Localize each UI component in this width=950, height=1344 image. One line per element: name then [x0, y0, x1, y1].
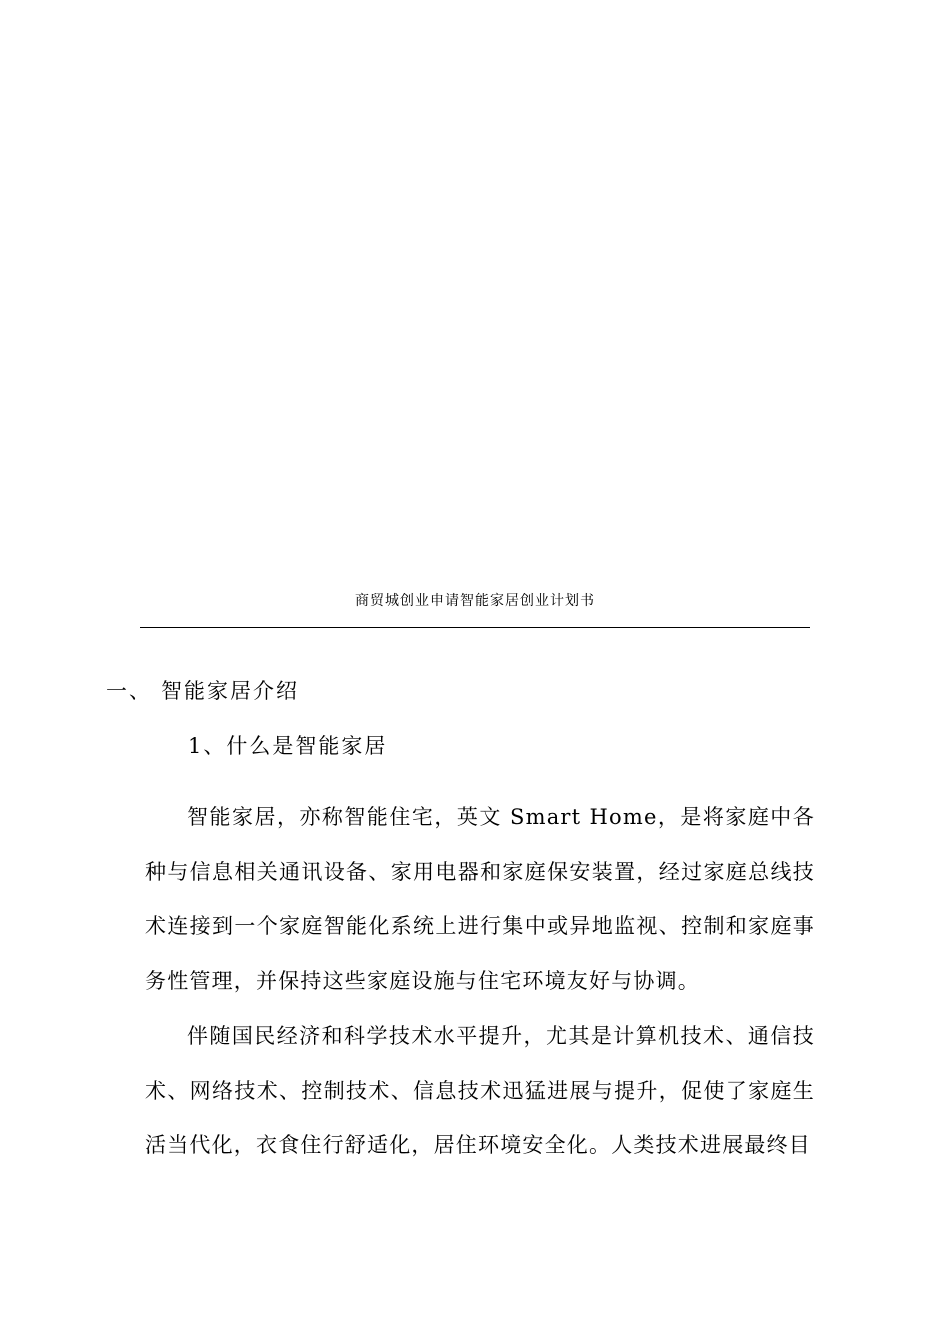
header-divider — [140, 627, 810, 628]
section-number: 一、 — [106, 679, 152, 703]
body-paragraph: 智能家居，亦称智能住宅，英文 Smart Home，是将家庭中各种与信息相关通讯设备、家用电器和家庭保安装置，经过家庭总线技术连接到一个家庭智能化系统上进行集中或异地监视、控制和家庭事务性管理，并保持这些家庭设施与住宅环境友好与协调。 — [145, 805, 815, 993]
body-paragraph: 伴随国民经济和科学技术水平提升，尤其是计算机技术、通信技术、网络技术、控制技术、信息技术迅猛进展与提升，促使了家庭生活当代化，衣食住行舒适化，居住环境安全化。人类技术进展最终目 — [145, 1024, 815, 1157]
subsection-heading: 1、什么是智能家居 — [188, 734, 388, 758]
section-heading — [106, 676, 299, 706]
section-title: 智能家居介绍 — [161, 679, 299, 703]
running-header: 商贸城创业申请智能家居创业计划书 — [355, 593, 595, 609]
